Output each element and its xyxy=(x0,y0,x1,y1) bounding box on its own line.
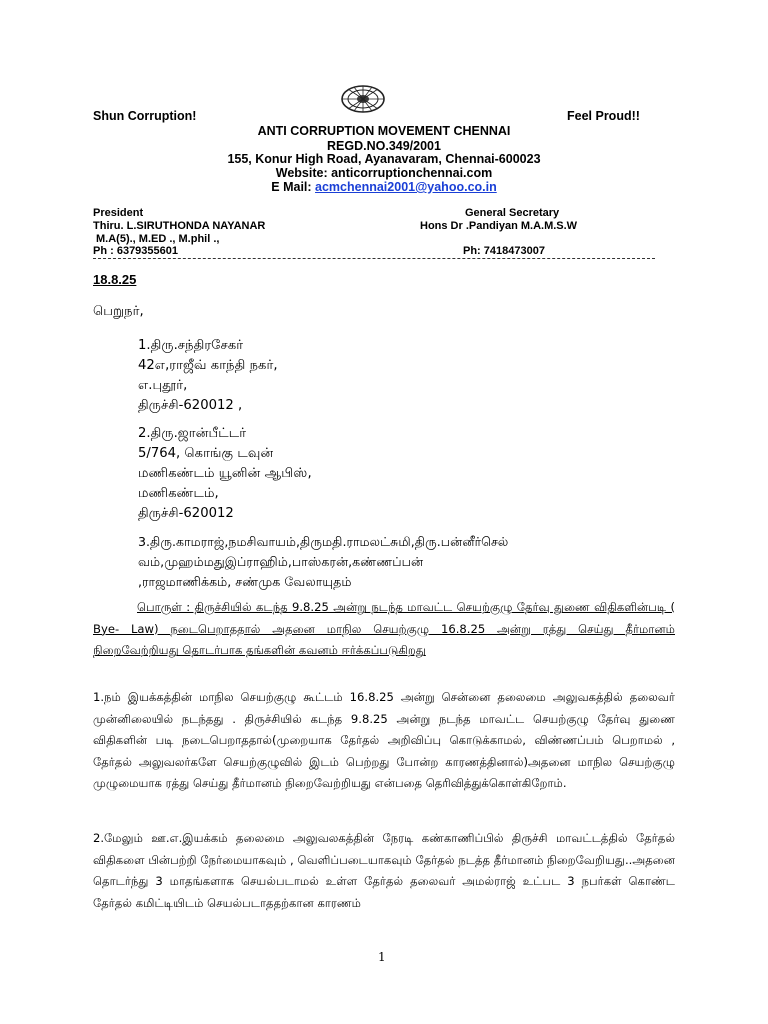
slogan-right: Feel Proud!! xyxy=(567,109,640,123)
recipient-2-line: மணிகண்டம், xyxy=(138,486,219,501)
salutation: பெறுநர், xyxy=(93,304,144,319)
paragraph-2: 2.மேலும் ஊ.எ.இயக்கம் தலைமை அலுவலகத்தின் நேரடி கண்காணிப்பில் திருச்சி மாவட்டத்தில் தேர்தல் விதிகளை பின்பற்றி நேர்மையாகவும் , வெளிப்படையாகவும் தேர்தல் நடத்த தீர்மானம் நிறைவேறியது..அதனை தொடர்ந்து 3 மாதங்களாக செயல்படாமல் உள்ள தேர்தல் தலைவர் அமல்ராஜ் உட்பட 3 நபர்கள் கொண்ட தேர்தல் கமிட்டியிடம் செயல்படாததற்கான காரணம் xyxy=(93,831,675,910)
president-quals: M.A(5)., M.ED ., M.phil ., xyxy=(96,233,220,245)
letter-date: 18.8.25 xyxy=(93,272,137,287)
wheel-emblem-icon xyxy=(340,84,386,114)
recipient-3-line: ,ராஜமாணிக்கம், சண்முக வேலாயுதம் xyxy=(138,574,352,589)
secretary-label: General Secretary xyxy=(465,207,560,219)
header-divider xyxy=(93,258,655,259)
paragraph-1: 1.நம் இயக்கத்தின் மாநில செயற்குழு கூட்டம் 16.8.25 அன்று சென்னை தலைமை அலுவகத்தில் தலைவர் முன்னிலையில் நடந்தது . திருச்சியில் கடந்த 9.8.25 அன்று நடந்த மாவட்ட செயற்குழு தேர்வு துணை விதிகளின் படி நடைபெறாததால்(முறையாக தேர்தல் அறிவிப்பு கொடுக்காமல், விண்ணப்பம் பெறாமல் , தேர்தல் அலுவலர்களே செயற்குழுவில் இடம் பெற்றது போன்ற காரணத்தினால்)அதனை மாநில செயற்குழு முழுமையாக ரத்து செய்து தீர்மானம் நிறைவேற்றியது என்பதை தெரிவித்துக்கொள்கிறோம். xyxy=(93,690,675,791)
subject: பொருள் : திருச்சியில் கடந்த 9.8.25 அன்று நடந்த மாவட்ட செயற்குழு தேர்வு துணை விதிகளின்படி ( Bye- Law) நடைபெறாததால் அதனை மாநில செயற்குழு 16.8.25 அன்று ரத்து செய்து தீர்மானம் நிறைவேற்றியது தொடர்பாக தங்களின் கவனம் ஈர்க்கப்படுகிறது xyxy=(93,600,675,658)
regd-no: REGD.NO.349/2001 xyxy=(327,139,441,153)
secretary-name: Hons Dr .Pandiyan M.A.M.S.W xyxy=(420,220,578,232)
org-address: 155, Konur High Road, Ayanavaram, Chennai-600023 xyxy=(227,152,541,166)
recipient-3 xyxy=(138,532,508,592)
page-number: 1 xyxy=(378,950,386,964)
recipient-3-line: 3.திரு.காமராஜ்,நமசிவாயம்,திருமதி.ராமலட்சுமி,திரு.பன்னீர்செல் xyxy=(138,534,509,549)
recipient-2-line: 5/764, கொங்கு டவுன் xyxy=(138,446,274,461)
website: Website: anticorruptionchennai.com xyxy=(275,166,493,180)
email-line xyxy=(0,180,768,194)
email-link[interactable]: acmchennai2001@yahoo.co.in xyxy=(315,180,497,194)
president-label: President xyxy=(93,207,144,219)
recipient-3-line: வம்,முஹம்மதுஇப்ராஹிம்,பாஸ்கரன்,கண்ணப்பன் xyxy=(138,554,424,569)
president-phone: Ph : 6379355601 xyxy=(93,245,179,257)
recipient-1-line: 1.திரு.சந்திரசேகர் xyxy=(138,338,244,353)
email-label: E Mail: xyxy=(271,180,316,194)
recipient-1-line: 42எ,ராஜீவ் காந்தி நகர், xyxy=(138,358,278,373)
recipient-2-line: மணிகண்டம் யூனின் ஆபிஸ், xyxy=(138,466,312,481)
recipient-1 xyxy=(138,336,278,416)
president-name: Thiru. L.SIRUTHONDA NAYANAR xyxy=(93,220,266,232)
recipient-2-line: திருச்சி-620012 xyxy=(138,506,234,521)
recipient-2-line: 2.திரு.ஜான்பீட்டர் xyxy=(138,426,247,441)
recipient-1-line: திருச்சி-620012 , xyxy=(138,398,243,413)
secretary-phone: Ph: 7418473007 xyxy=(463,245,545,257)
org-name: ANTI CORRUPTION MOVEMENT CHENNAI xyxy=(257,124,511,138)
recipient-1-line: எ.புதூர், xyxy=(138,378,188,393)
recipient-2 xyxy=(138,424,312,524)
slogan-left: Shun Corruption! xyxy=(93,109,197,123)
